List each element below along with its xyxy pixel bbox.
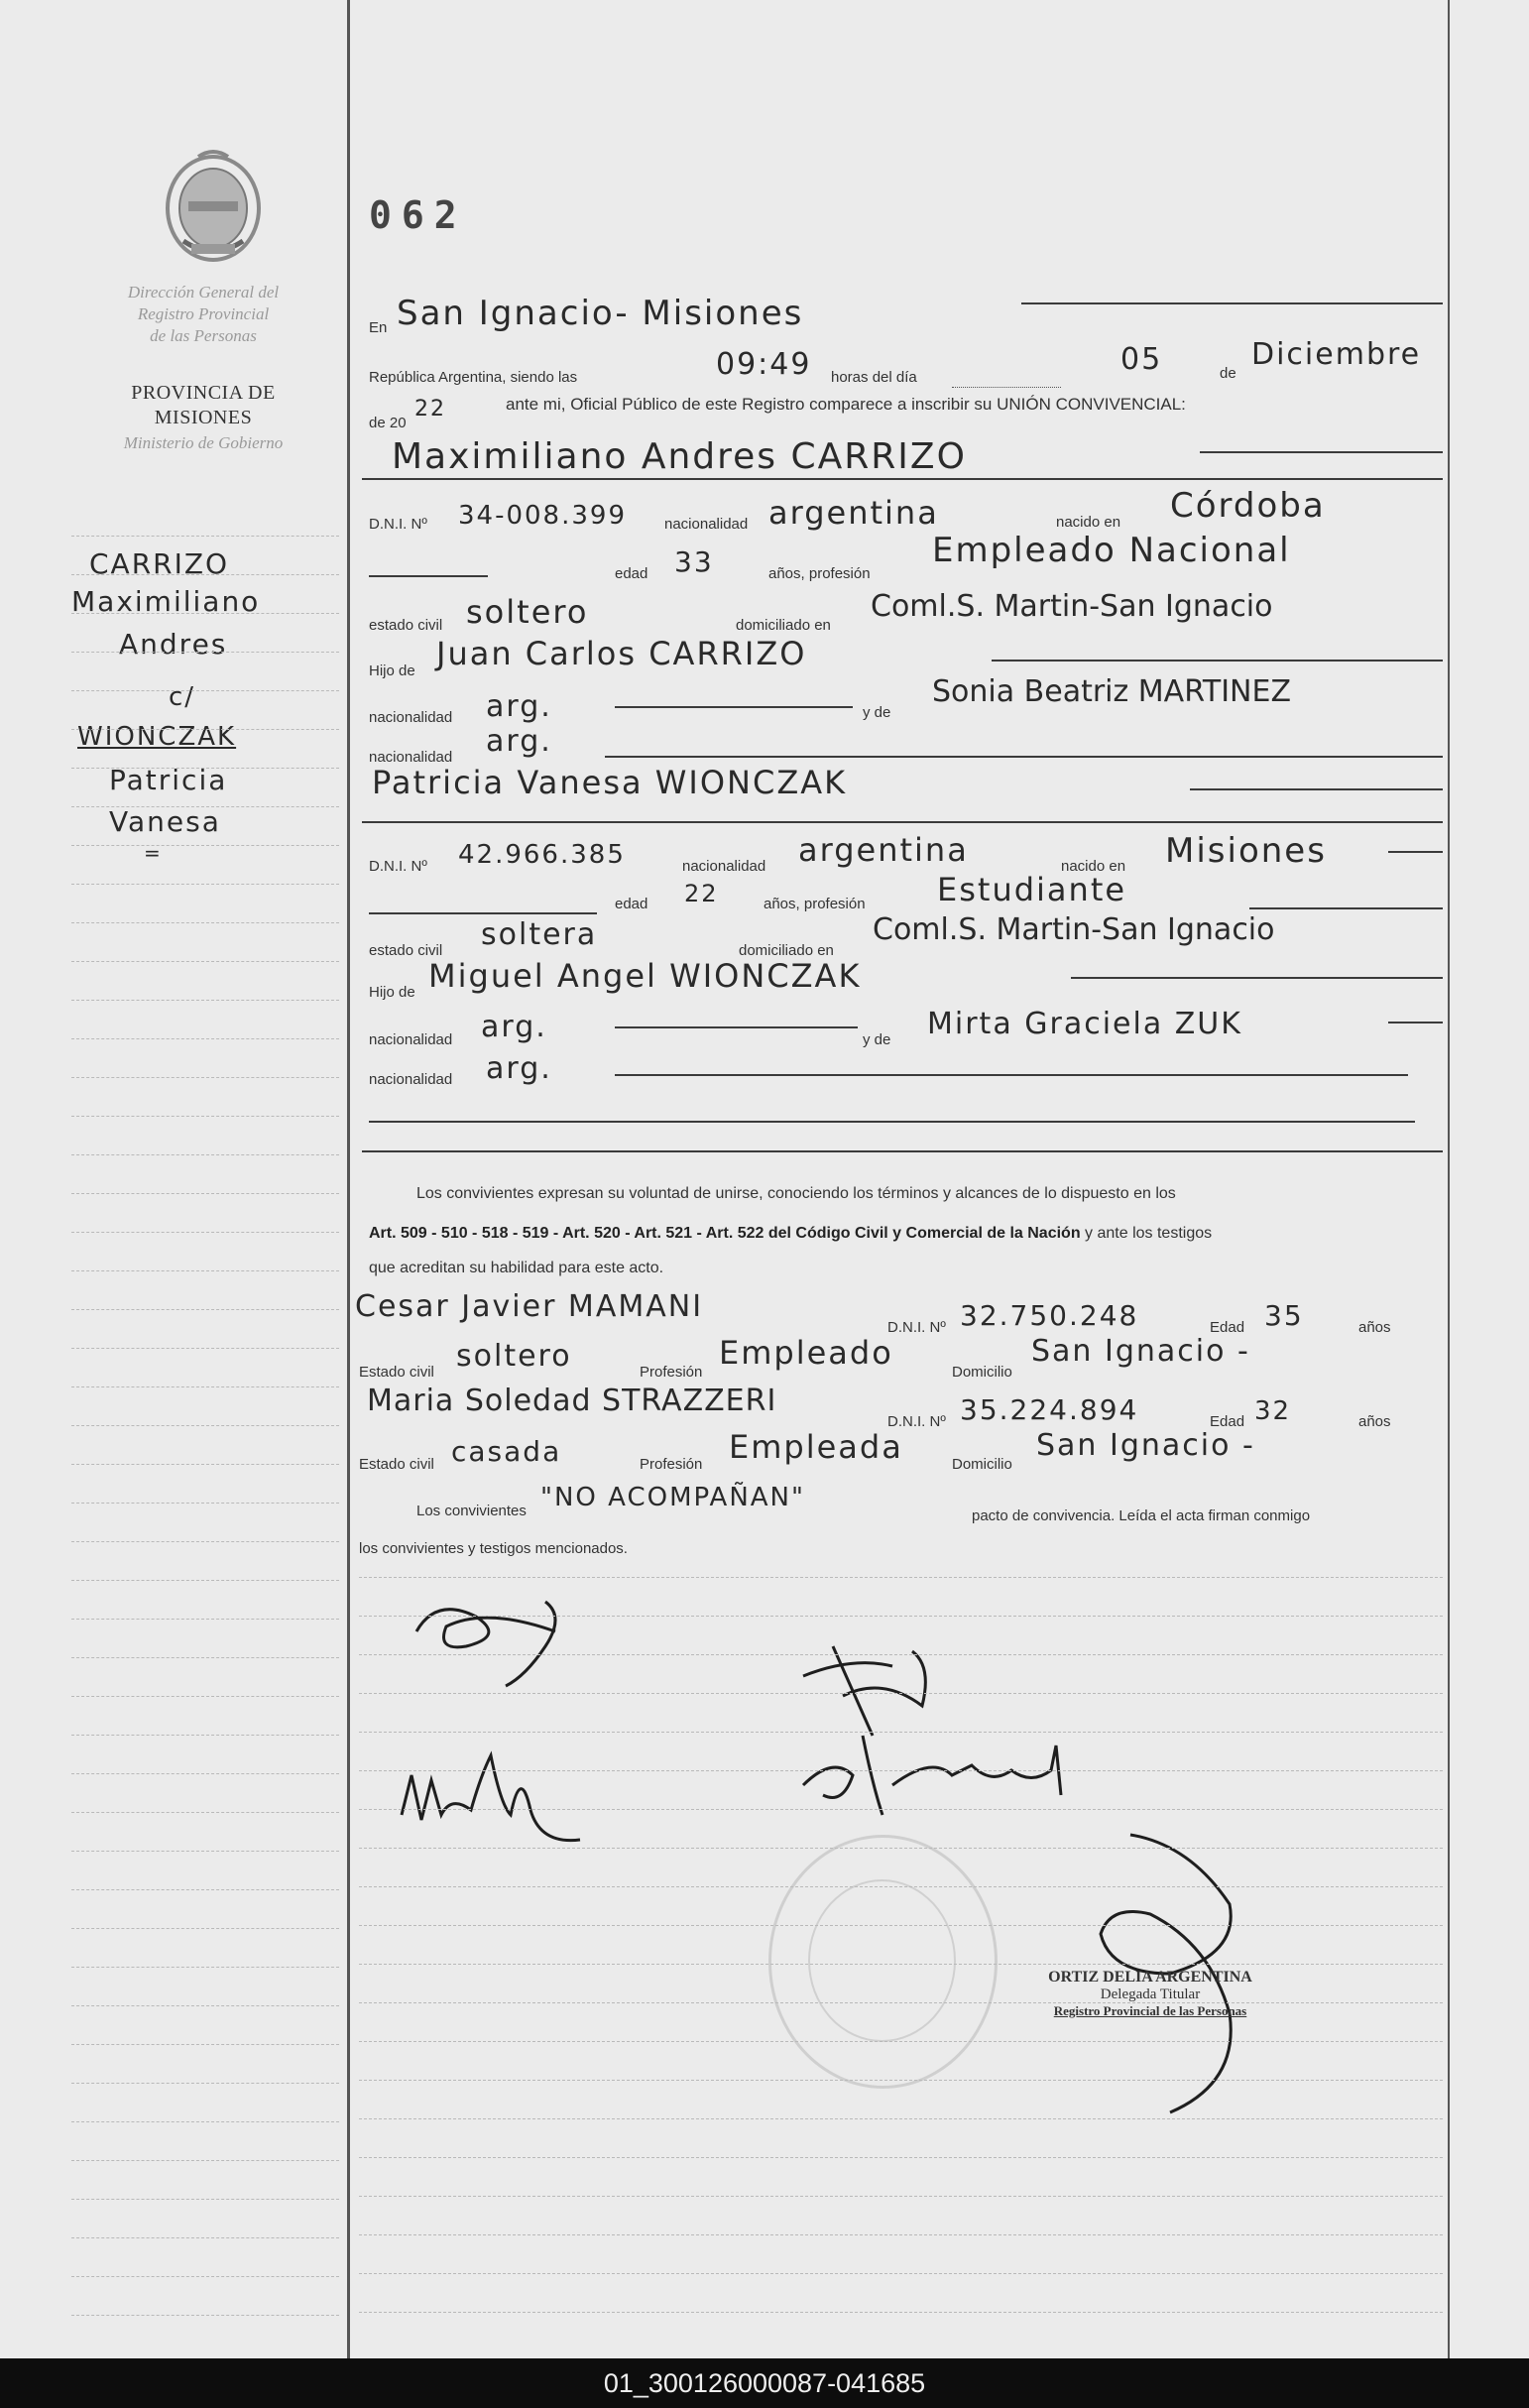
nacionalidad-label: nacionalidad	[682, 858, 766, 875]
testigo1-edad: 35	[1264, 1299, 1304, 1332]
anos-label: años, profesión	[768, 565, 871, 582]
margin-note-line: CARRIZO	[89, 547, 230, 580]
conviviente1-nac-madre: arg.	[486, 724, 552, 759]
hijo-label: Hijo de	[369, 984, 415, 1001]
separator-line	[369, 1121, 1415, 1123]
ruled-line	[71, 1386, 339, 1387]
conviviente2-padre: Miguel Angel WIONCZAK	[428, 957, 862, 995]
short-line	[369, 575, 488, 577]
ruled-line	[71, 1735, 339, 1736]
margin-note-line: WIONCZAK	[77, 722, 237, 752]
dia-dots	[952, 387, 1061, 388]
conviviente1-edad: 33	[674, 545, 714, 578]
conviviente1-nombre: Maximiliano Andres CARRIZO	[392, 436, 967, 477]
separator-line	[362, 478, 1443, 480]
nacionalidad-label: nacionalidad	[664, 516, 749, 533]
ruled-line	[71, 2276, 339, 2277]
ruled-line	[71, 1812, 339, 1813]
coat-of-arms-icon	[154, 147, 273, 271]
separator-line	[362, 821, 1443, 823]
provincia-line1: PROVINCIA DE	[131, 382, 276, 404]
testigo2-dni: 35.224.894	[960, 1393, 1139, 1426]
edad-label: edad	[615, 565, 648, 582]
conviviente2-nac-padre: arg.	[481, 1010, 547, 1044]
dni-label: D.N.I. Nº	[369, 858, 427, 875]
ruled-line	[71, 729, 339, 730]
ruled-line	[359, 1809, 1443, 1810]
estado-civil-label: estado civil	[369, 942, 443, 959]
ruled-line	[71, 2044, 339, 2045]
ruled-line	[71, 806, 339, 807]
testigo2-edad: 32	[1254, 1396, 1292, 1426]
domicilio-label: Domicilio	[952, 1364, 1012, 1381]
ruled-line	[71, 1851, 339, 1852]
direccion-line1: Dirección General del	[127, 283, 280, 301]
conviviente1-nacido: Córdoba	[1170, 486, 1326, 526]
ruled-line	[359, 2196, 1443, 2197]
direccion-line2: Registro Provincial	[137, 304, 270, 323]
ruled-line	[71, 652, 339, 653]
ruled-line	[71, 2121, 339, 2122]
y-de-label: y de	[863, 1031, 891, 1048]
ruled-line	[71, 1503, 339, 1504]
conviviente1-nacionalidad: argentina	[768, 494, 939, 532]
ruled-line	[71, 1000, 339, 1001]
ruled-line	[71, 1309, 339, 1310]
conviviente1-padre: Juan Carlos CARRIZO	[436, 635, 807, 672]
acta-number: 062	[369, 193, 467, 237]
ministerio-line: Ministerio de Gobierno	[123, 433, 284, 452]
nombre1-line	[1200, 451, 1443, 453]
nac-madre2-line	[615, 1074, 1408, 1076]
ruled-line	[71, 690, 339, 691]
ruled-line	[359, 2273, 1443, 2274]
pacto-label: pacto de convivencia. Leída el acta firman conmigo	[972, 1507, 1311, 1524]
ruled-line	[71, 1773, 339, 1774]
pacto-value: "NO ACOMPAÑAN"	[540, 1483, 805, 1512]
ruled-line	[359, 1693, 1443, 1694]
testigo2-profesion: Empleada	[729, 1428, 903, 1466]
conviviente1-profesion: Empleado Nacional	[932, 531, 1291, 570]
hijo-label: Hijo de	[369, 662, 415, 679]
conviviente2-nombre: Patricia Vanesa WIONCZAK	[372, 764, 848, 801]
ruled-line	[359, 1925, 1443, 1926]
ruled-line	[359, 1616, 1443, 1617]
ruled-line	[71, 1464, 339, 1465]
separator-line	[362, 1150, 1443, 1152]
hora-value: 09:49	[716, 347, 812, 382]
testigo2-nombre: Maria Soledad STRAZZERI	[367, 1384, 777, 1418]
ruled-line	[71, 1619, 339, 1620]
edad-label: Edad	[1210, 1413, 1245, 1430]
nacido-label: nacido en	[1056, 514, 1121, 531]
ruled-line	[71, 1038, 339, 1039]
conviviente2-nac-madre: arg.	[486, 1051, 552, 1086]
ruled-line	[71, 884, 339, 885]
de-label: de	[1220, 365, 1236, 382]
ruled-line	[71, 536, 339, 537]
anio-value: 22	[414, 397, 446, 421]
ruled-line	[71, 574, 339, 575]
lugar-line	[1021, 302, 1443, 304]
testigo2-estado-civil: casada	[451, 1435, 562, 1468]
legal-paragraph-line3: que acreditan su habilidad para este acto.	[369, 1260, 664, 1276]
short-line	[369, 912, 597, 914]
ruled-line	[71, 2315, 339, 2316]
right-margin-line	[1448, 0, 1450, 2358]
republica-label: República Argentina, siendo las	[369, 369, 578, 386]
testigo1-domicilio: San Ignacio -	[1031, 1334, 1250, 1369]
nacionalidad-label: nacionalidad	[369, 1031, 453, 1048]
convivientes-label: Los convivientes	[416, 1503, 527, 1519]
ruled-line	[71, 1193, 339, 1194]
conviviente1-dni: 34-008.399	[458, 501, 627, 531]
anio-prefix: de 20	[369, 415, 407, 431]
ruled-line	[359, 2157, 1443, 2158]
left-margin-line	[347, 0, 350, 2358]
direccion-line3: de las Personas	[150, 326, 257, 345]
ruled-line	[71, 961, 339, 962]
profesion-label: Profesión	[640, 1364, 703, 1381]
testigo1-nombre: Cesar Javier MAMANI	[355, 1289, 704, 1324]
dni-label: D.N.I. Nº	[887, 1319, 946, 1336]
testigo1-estado-civil: soltero	[456, 1339, 572, 1374]
ruled-line	[359, 1654, 1443, 1655]
ruled-line	[359, 2118, 1443, 2119]
signature-mark	[397, 1577, 595, 1696]
conviviente2-domicilio: Coml.S. Martin-San Ignacio	[873, 912, 1275, 947]
conviviente2-nacionalidad: argentina	[798, 831, 969, 869]
ruled-line	[71, 845, 339, 846]
ruled-line	[359, 2234, 1443, 2235]
seal-inner-ring	[808, 1879, 956, 2042]
madre2-line	[1388, 1022, 1443, 1023]
ruled-line	[71, 922, 339, 923]
ruled-line	[71, 613, 339, 614]
ruled-line	[71, 1928, 339, 1929]
margin-note-line: =	[144, 841, 163, 865]
anos-label: años, profesión	[764, 896, 866, 912]
estado-civil-label: estado civil	[369, 617, 443, 634]
signature-mark	[392, 1746, 600, 1855]
estado-civil-label: Estado civil	[359, 1364, 434, 1381]
ruled-line	[71, 1348, 339, 1349]
ruled-line	[71, 1657, 339, 1658]
legal-paragraph-line1: Los convivientes expresan su voluntad de unirse, conociendo los términos y alcances de lo dispuesto en los	[416, 1185, 1176, 1202]
padre-line	[992, 660, 1443, 662]
ruled-line	[71, 1270, 339, 1271]
ruled-line	[71, 1232, 339, 1233]
ruled-line	[71, 1889, 339, 1890]
profesion2-line	[1249, 907, 1443, 909]
conviviente2-nacido: Misiones	[1165, 831, 1327, 871]
ruled-line	[71, 1696, 339, 1697]
legal-articles: Art. 509 - 510 - 518 - 519 - Art. 520 - Art. 521 - Art. 522 del Código Civil y Comercial de la Nación	[369, 1225, 1081, 1242]
ruled-line	[71, 1967, 339, 1968]
domiciliado-label: domiciliado en	[736, 617, 831, 634]
ruled-line	[71, 1077, 339, 1078]
comparece-text: ante mi, Oficial Público de este Registro comparece a inscribir su UNIÓN CONVIVENCIAL:	[506, 395, 1186, 414]
cierre-line2: los convivientes y testigos mencionados.	[359, 1540, 628, 1557]
nac-madre-line	[605, 756, 1443, 758]
nombre2-line	[1190, 788, 1443, 790]
edad-label: edad	[615, 896, 648, 912]
ruled-line	[71, 2199, 339, 2200]
nacionalidad-label: nacionalidad	[369, 1071, 453, 1088]
ruled-line	[71, 1425, 339, 1426]
ruled-line	[359, 1577, 1443, 1578]
margin-note-line: Andres	[119, 628, 228, 661]
margin-note-line: Vanesa	[109, 805, 221, 838]
ruled-line	[359, 1732, 1443, 1733]
nac-padre-line	[615, 706, 853, 708]
ruled-line	[71, 2083, 339, 2084]
stamp-title: Delegada Titular	[1100, 1987, 1201, 2002]
dni-label: D.N.I. Nº	[369, 516, 427, 533]
ruled-line	[71, 768, 339, 769]
en-label: En	[369, 319, 388, 336]
nacido-label: nacido en	[1061, 858, 1126, 875]
margin-note-line: Patricia	[109, 764, 228, 796]
edad-label: Edad	[1210, 1319, 1245, 1336]
padre2-line	[1071, 977, 1443, 979]
ruled-line	[71, 1154, 339, 1155]
ruled-line	[359, 2080, 1443, 2081]
signature-mark	[793, 1726, 1091, 1835]
ruled-line	[359, 1964, 1443, 1965]
footer-code: 01_300126000087-041685	[0, 2358, 1529, 2408]
domicilio-label: Domicilio	[952, 1456, 1012, 1473]
mes-value: Diciembre	[1251, 337, 1422, 372]
dni-label: D.N.I. Nº	[887, 1413, 946, 1430]
conviviente2-madre: Mirta Graciela ZUK	[927, 1007, 1242, 1041]
conviviente1-estado-civil: soltero	[466, 593, 589, 631]
ruled-line	[71, 2160, 339, 2161]
nacido2-line	[1388, 851, 1443, 853]
lugar-value: San Ignacio- Misiones	[397, 294, 804, 333]
conviviente1-domicilio: Coml.S. Martin-San Ignacio	[871, 589, 1273, 624]
anos-label: años	[1358, 1413, 1391, 1430]
conviviente2-dni: 42.966.385	[458, 840, 626, 870]
ruled-line	[71, 2005, 339, 2006]
ruled-line	[359, 1848, 1443, 1849]
profesion-label: Profesión	[640, 1456, 703, 1473]
provincia-line2: MISIONES	[154, 407, 253, 428]
ruled-line	[359, 2312, 1443, 2313]
ruled-line	[71, 2237, 339, 2238]
stamp-registry: Registro Provincial de las Personas	[1053, 2003, 1247, 2018]
ruled-line	[71, 1541, 339, 1542]
ruled-line	[359, 1886, 1443, 1887]
testigo1-dni: 32.750.248	[960, 1299, 1139, 1332]
delegado-stamp	[1001, 1969, 1299, 2019]
conviviente2-edad: 22	[684, 880, 719, 907]
y-de-label: y de	[863, 704, 891, 721]
ruled-line	[359, 2041, 1443, 2042]
estado-civil-label: Estado civil	[359, 1456, 434, 1473]
testigo1-profesion: Empleado	[719, 1334, 893, 1372]
nacionalidad-label: nacionalidad	[369, 749, 453, 766]
anos-label: años	[1358, 1319, 1391, 1336]
conviviente1-nac-padre: arg.	[486, 689, 552, 724]
ruled-line	[71, 1116, 339, 1117]
stamp-name: ORTIZ DELIA ARGENTINA	[1048, 1969, 1252, 1986]
dia-value: 05	[1120, 342, 1163, 377]
nacionalidad-label: nacionalidad	[369, 709, 453, 726]
legal-paragraph-line2	[369, 1215, 1445, 1253]
conviviente2-profesion: Estudiante	[937, 871, 1127, 908]
conviviente1-madre: Sonia Beatriz MARTINEZ	[932, 674, 1291, 709]
margin-note-line: Maximiliano	[71, 585, 261, 618]
margin-note-line: c/	[169, 682, 196, 712]
legal-testigos: y ante los testigos	[1080, 1225, 1213, 1242]
horas-label: horas del día	[831, 369, 917, 386]
domiciliado-label: domiciliado en	[739, 942, 834, 959]
testigo2-domicilio: San Ignacio -	[1036, 1428, 1255, 1463]
nac-padre2-line	[615, 1026, 858, 1028]
ruled-line	[359, 2002, 1443, 2003]
ruled-line	[71, 1580, 339, 1581]
ruled-line	[359, 1770, 1443, 1771]
conviviente2-estado-civil: soltera	[481, 917, 598, 952]
